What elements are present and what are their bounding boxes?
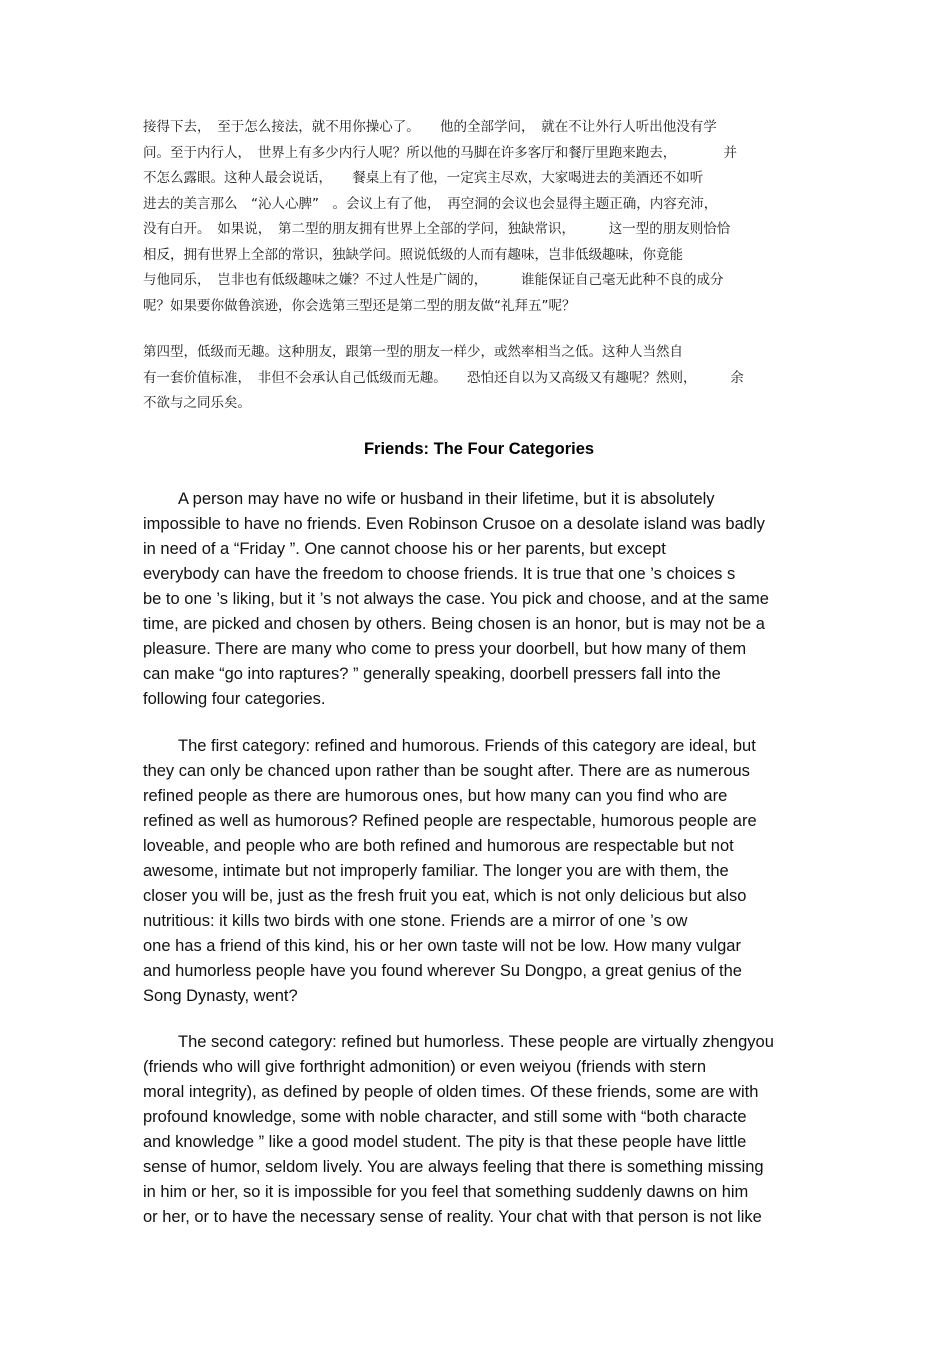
text-line: 呢？如果要你做鲁滨逊，你会选第三型还是第二型的朋友做“礼拜五”呢？ — [143, 297, 576, 314]
text-line: 第四型，低级而无趣。这种朋友，跟第一型的朋友一样少，或然率相当之低。这种人当然自 — [143, 344, 683, 360]
text-line: sense of humor, seldom lively. You are always feeling that there is something missing — [143, 1158, 764, 1176]
text-line: 不怎么露眼。这种人最会说话， 餐桌上有了他，一定宾主尽欢，大家喝进去的美酒还不如听 — [143, 170, 704, 186]
text-line: Song Dynasty, went? — [143, 987, 298, 1005]
text-line: moral integrity), as defined by people of olden times. Of these friends, some are with — [143, 1083, 759, 1101]
text-line: awesome, intimate but not improperly familiar. The longer you are with them, the — [143, 862, 729, 880]
text-line: and knowledge ” like a good model student. The pity is that these people have little — [143, 1133, 747, 1151]
text-line: A person may have no wife or husband in their lifetime, but it is absolutely — [178, 490, 715, 508]
english-category-two-paragraph — [143, 1030, 950, 1230]
chinese-paragraph-type-three-end — [143, 115, 823, 319]
text-line: profound knowledge, some with noble character, and still some with “both characte — [143, 1108, 747, 1126]
text-line: 与他同乐， 岂非也有低级趣味之嫌？不过人性是广阔的， 谁能保证自己毫无此种不良的成分 — [143, 272, 724, 288]
text-line: refined as well as humorous? Refined people are respectable, humorous people are — [143, 812, 757, 830]
text-line: 进去的美言那么 “沁人心脾” 。会议上有了他， 再空洞的会议也会显得主题正确，内容充沛， — [143, 195, 718, 212]
text-line: in need of a “Friday ”. One cannot choose his or her parents, but except — [143, 540, 666, 558]
text-line: they can only be chanced upon rather than be sought after. There are as numerous — [143, 762, 750, 780]
text-line: in him or her, so it is impossible for you feel that something suddenly dawns on him — [143, 1183, 749, 1201]
text-line: be to one ’s liking, but it ’s not always the case. You pick and choose, and at the same — [143, 590, 769, 608]
text-line: 不欲与之同乐矣。 — [143, 395, 251, 411]
text-line: (friends who will give forthright admonition) or even weiyou (friends with stern — [143, 1058, 707, 1076]
text-line: closer you will be, just as the fresh fruit you eat, which is not only delicious but also — [143, 887, 747, 905]
english-category-one-paragraph — [143, 734, 950, 1009]
chinese-paragraph-type-four — [143, 340, 823, 417]
text-line: 没有白开。 如果说， 第二型的朋友拥有世界上全部的学问，独缺常识， 这一型的朋友则恰恰 — [143, 221, 731, 237]
text-line: or her, or to have the necessary sense of reality. Your chat with that person is not like — [143, 1208, 762, 1226]
text-line: and humorless people have you found wherever Su Dongpo, a great genius of the — [143, 962, 742, 980]
text-line: The second category: refined but humorless. These people are virtually zhengyou — [178, 1033, 774, 1051]
text-line: following four categories. — [143, 690, 326, 708]
text-line: 问。至于内行人， 世界上有多少内行人呢？所以他的马脚在许多客厅和餐厅里跑来跑去， 并 — [143, 144, 737, 161]
text-line: The first category: refined and humorous. Friends of this category are ideal, but — [178, 737, 756, 755]
text-line: time, are picked and chosen by others. Being chosen is an honor, but is may not be a — [143, 615, 765, 633]
text-line: everybody can have the freedom to choose friends. It is true that one ’s choices s — [143, 565, 736, 583]
text-line: 接得下去， 至于怎么接法，就不用你操心了。 他的全部学问， 就在不让外行人听出他没有学 — [143, 119, 717, 135]
text-line: 有一套价值标准， 非但不会承认自己低级而无趣。 恐怕还自以为又高级又有趣呢？然则， 余 — [143, 369, 744, 386]
text-line: can make “go into raptures? ” generally speaking, doorbell pressers fall into the — [143, 665, 721, 683]
text-line: impossible to have no friends. Even Robinson Crusoe on a desolate island was badly — [143, 515, 765, 533]
text-line: 相反，拥有世界上全部的常识，独缺学问。照说低级的人而有趣味，岂非低级趣味，你竟能 — [143, 246, 683, 263]
english-intro-paragraph — [143, 487, 950, 712]
text-line: one has a friend of this kind, his or her own taste will not be low. How many vulgar — [143, 937, 741, 955]
english-title: Friends: The Four Categories — [363, 440, 595, 458]
text-line: pleasure. There are many who come to press your doorbell, but how many of them — [143, 640, 747, 658]
text-line: refined people as there are humorous ones, but how many can you find who are — [143, 787, 728, 805]
text-line: loveable, and people who are both refined and humorous are respectable but not — [143, 837, 734, 855]
text-line: nutritious: it kills two birds with one stone. Friends are a mirror of one ’s ow — [143, 912, 688, 930]
